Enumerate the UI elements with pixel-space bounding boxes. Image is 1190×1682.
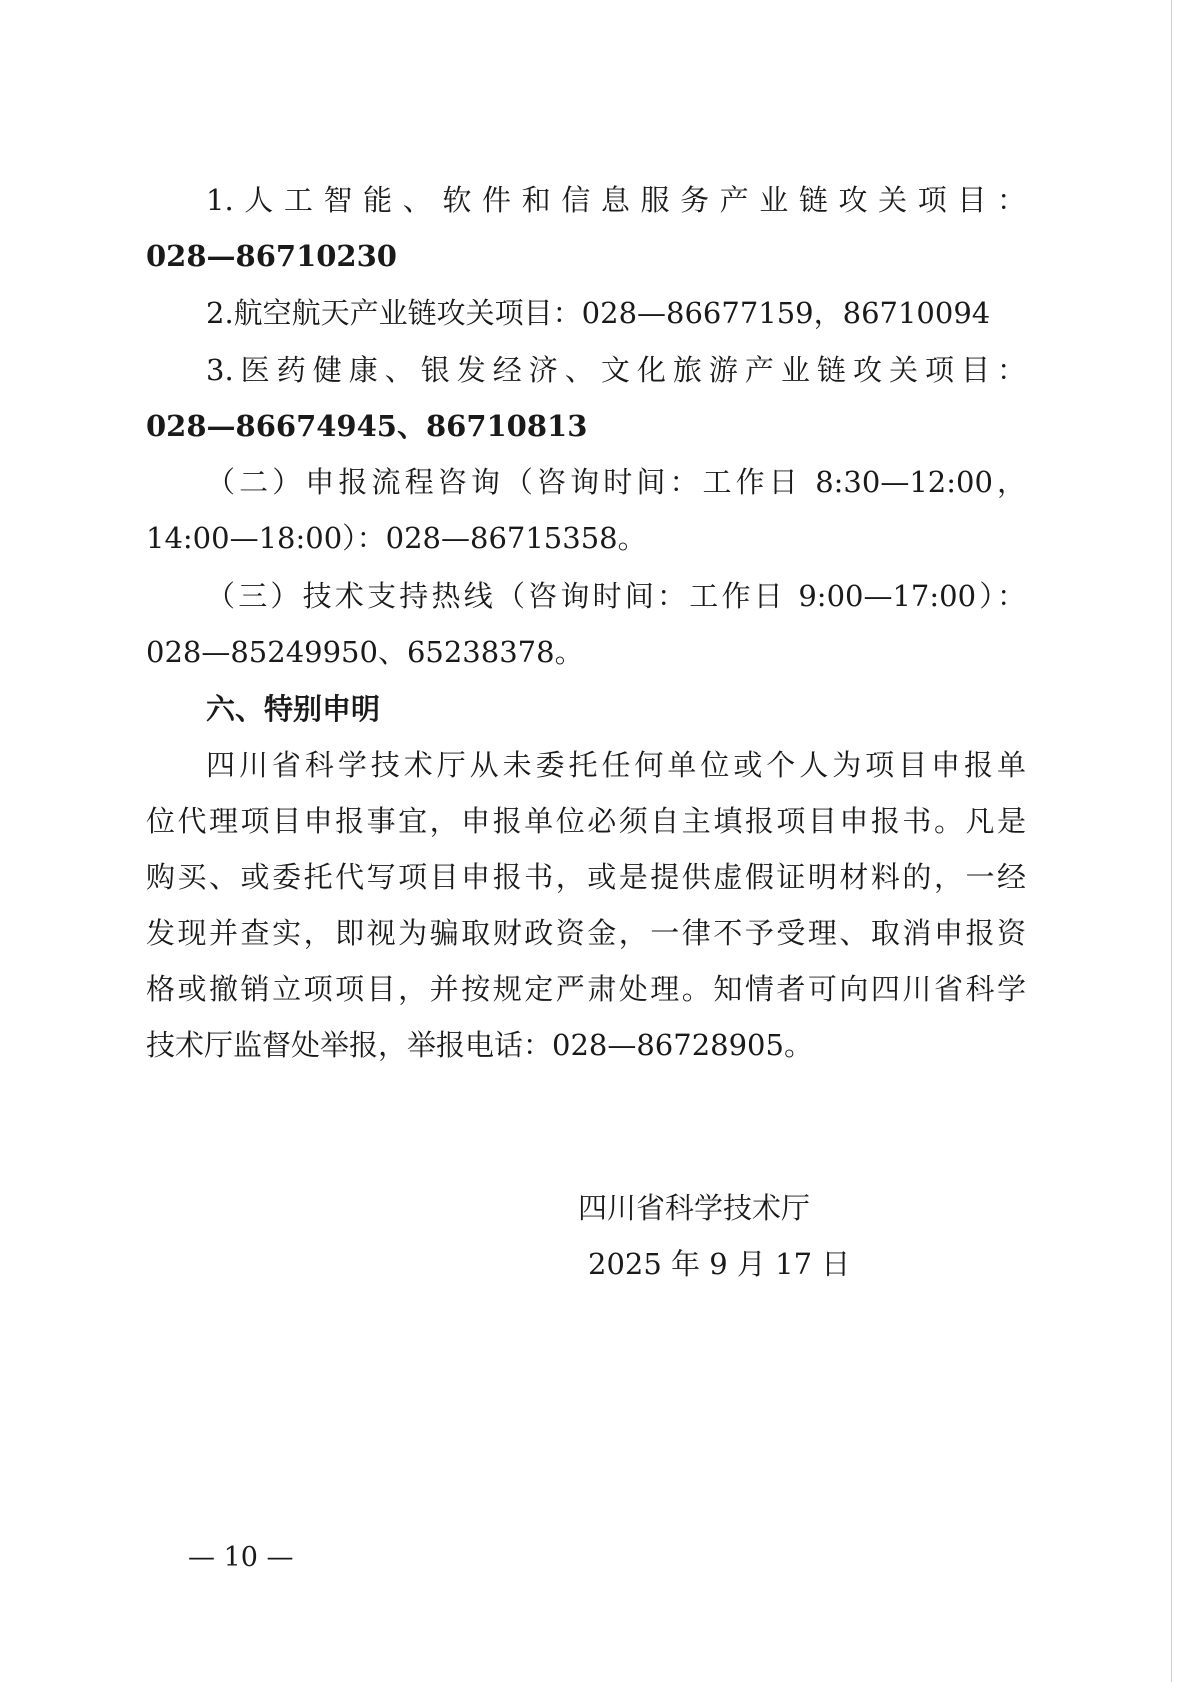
tech-support-line: （三）技术支持热线（咨询时间：工作日 9:00—17:00）： (206, 579, 1026, 613)
contact-item-ai-software-phone: 028—86710230 (146, 239, 397, 273)
process-consult-line: （二）申报流程咨询（咨询时间：工作日 8:30—12:00， (206, 465, 1026, 499)
page-number: — 10 — (188, 1542, 294, 1573)
statement-line: 购买、或委托代写项目申报书，或是提供虚假证明材料的，一经 (146, 860, 1026, 894)
statement-line: 四川省科学技术厅从未委托任何单位或个人为项目申报单 (206, 748, 1026, 782)
process-consult-phone: 14:00—18:00）：028—86715358。 (146, 521, 647, 555)
signature-organization: 四川省科学技术厅 (578, 1191, 811, 1225)
contact-item-health-culture: 3.医药健康、银发经济、文化旅游产业链攻关项目： (206, 353, 1026, 387)
statement-line: 位代理项目申报事宜，申报单位必须自主填报项目申报书。凡是 (146, 804, 1026, 838)
statement-line: 发现并查实，即视为骗取财政资金，一律不予受理、取消申报资 (146, 916, 1026, 950)
statement-line: 技术厅监督处举报，举报电话：028—86728905。 (146, 1028, 813, 1062)
contact-item-aerospace: 2.航空航天产业链攻关项目：028—86677159，86710094 (206, 296, 991, 330)
contact-item-ai-software: 1.人工智能、软件和信息服务产业链攻关项目： (206, 183, 1026, 217)
section-heading-statement: 六、特别申明 (206, 692, 381, 726)
contact-item-health-culture-phone: 028—86674945、86710813 (146, 409, 588, 443)
statement-line: 格或撤销立项项目，并按规定严肃处理。知情者可向四川省科学 (146, 972, 1026, 1006)
tech-support-phone: 028—85249950、65238378。 (146, 635, 584, 669)
signature-date: 2025 年 9 月 17 日 (588, 1247, 851, 1281)
scan-edge-line (1171, 0, 1172, 1682)
